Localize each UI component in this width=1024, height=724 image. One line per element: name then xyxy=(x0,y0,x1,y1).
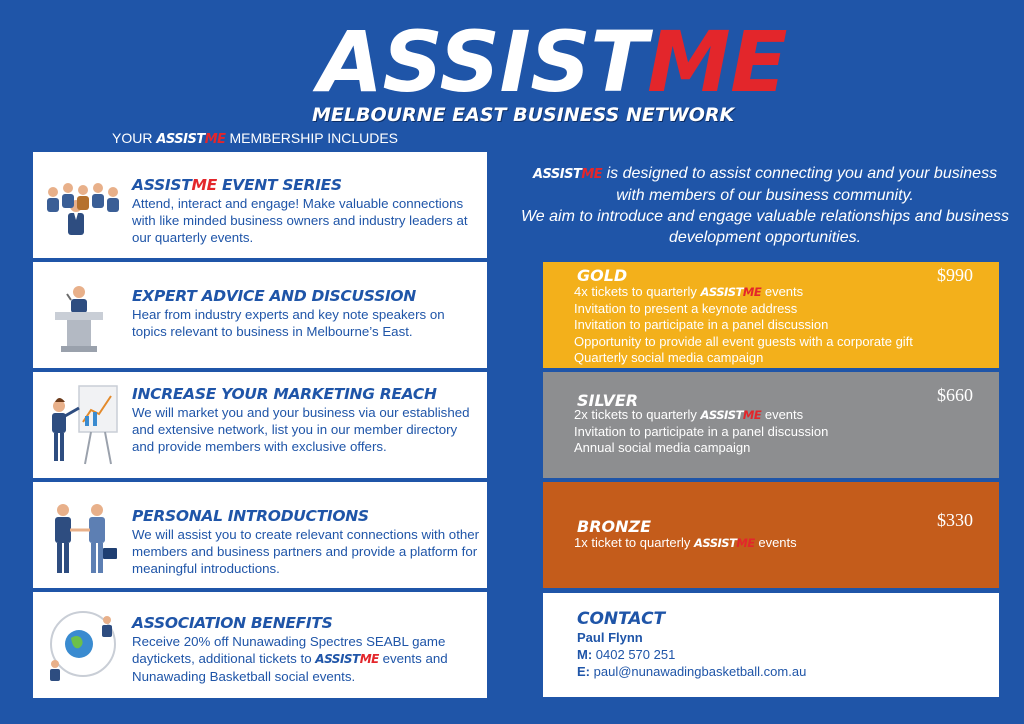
benefit-title: PERSONAL INTRODUCTIONS xyxy=(132,507,369,525)
tier-name: SILVER xyxy=(577,391,639,410)
brand-assist: ASSIST xyxy=(700,408,743,422)
tier-feature xyxy=(574,284,913,301)
title-suffix: EVENT SERIES xyxy=(216,176,342,194)
contact-name xyxy=(577,630,643,645)
tier-features xyxy=(574,535,797,552)
benefit-title xyxy=(132,176,481,194)
membership-includes-heading xyxy=(112,130,398,147)
mobile-number[interactable]: 0402 570 251 xyxy=(595,647,676,662)
intro-line2: We aim to introduce and engage valuable relationships and business development opportunities. xyxy=(520,208,1010,246)
tier-feature: Invitation to participate in a panel discussion xyxy=(574,423,829,439)
heading-brand xyxy=(156,132,225,147)
presentation-board-icon xyxy=(41,380,125,468)
tier-price: $330 xyxy=(937,510,973,530)
tier-silver xyxy=(543,372,999,478)
feature-brand xyxy=(694,536,755,550)
tier-price: $660 xyxy=(937,385,973,405)
feature-before: 1x ticket to quarterly xyxy=(574,535,694,550)
logo-tagline: MELBOURNE EAST BUSINESS NETWORK xyxy=(312,104,735,126)
desc-brand xyxy=(315,652,379,666)
intro-line1: is designed to assist connecting you and your business with members of our business community. xyxy=(602,165,998,204)
tier-name: BRONZE xyxy=(577,517,652,536)
brand-me: ME xyxy=(204,132,226,147)
feature-brand xyxy=(700,408,761,422)
benefit-body xyxy=(132,507,481,577)
feature-after: events xyxy=(761,284,804,299)
benefit-description: Attend, interact and engage! Make valuable connections with like minded business owners and industry leaders at our quarterly events. xyxy=(132,196,468,245)
tier-gold xyxy=(543,262,999,368)
contact-mobile[interactable] xyxy=(577,647,675,662)
tier-feature: Invitation to participate in a panel discussion xyxy=(574,317,829,333)
intro-text xyxy=(520,163,1010,248)
heading-after: MEMBERSHIP INCLUDES xyxy=(225,130,399,146)
brand-me: ME xyxy=(742,408,762,422)
mobile-label: M: xyxy=(577,647,593,662)
benefit-title: ASSOCIATION BENEFITS xyxy=(132,614,333,632)
feature-brand xyxy=(700,285,761,299)
feature-before: 2x tickets to quarterly xyxy=(574,407,701,422)
tier-name: GOLD xyxy=(577,266,628,285)
benefit-title: INCREASE YOUR MARKETING REACH xyxy=(132,385,437,403)
benefit-card-expert-advice xyxy=(33,262,487,368)
business-team-icon xyxy=(41,160,125,248)
brand-me: ME xyxy=(359,652,379,666)
benefit-card-association-benefits xyxy=(33,592,487,698)
brand-assist: ASSIST xyxy=(156,132,205,147)
benefit-card-event-series xyxy=(33,152,487,258)
brand-me: ME xyxy=(736,536,755,550)
logo-me: ME xyxy=(647,13,788,111)
tier-feature: Quarterly social media campaign xyxy=(574,350,764,366)
brand-me: ME xyxy=(581,167,603,182)
benefit-body xyxy=(132,614,481,685)
benefit-description: We will market you and your business via our established and extensive network, list you in our member directory and provide members with exclusive offers. xyxy=(132,405,470,454)
feature-after: events xyxy=(754,535,797,550)
tier-feature: Opportunity to provide all event guests with a corporate gift xyxy=(574,333,913,349)
tier-features xyxy=(574,407,828,457)
handshake-icon xyxy=(41,490,125,578)
tier-feature: Invitation to present a keynote address xyxy=(574,300,798,316)
intro-brand xyxy=(533,167,602,182)
tier-bronze xyxy=(543,482,999,588)
email-address[interactable]: paul@nunawadingbasketball.com.au xyxy=(593,664,807,679)
brand-assist: ASSIST xyxy=(700,285,743,299)
benefit-title: EXPERT ADVICE AND DISCUSSION xyxy=(132,287,416,305)
title-brand-me: ME xyxy=(191,176,217,194)
brand-me: ME xyxy=(742,285,762,299)
contact-name-text: Paul Flynn xyxy=(577,630,643,645)
tier-feature xyxy=(574,535,797,552)
tier-feature: Annual social media campaign xyxy=(574,440,751,456)
benefit-description: We will assist you to create relevant connections with other members and business partners and provide a platform for meaningful introductions. xyxy=(132,527,480,576)
title-brand-assist: ASSIST xyxy=(132,176,192,194)
feature-before: 4x tickets to quarterly xyxy=(574,284,701,299)
brand-assist: ASSIST xyxy=(532,167,582,182)
benefit-body xyxy=(132,385,481,455)
desc-before: Receive 20% off Nunawading Spectres SEABL game daytickets, additional tickets to xyxy=(132,634,446,666)
tier-features xyxy=(574,284,913,367)
benefit-description: Hear from industry experts and key note speakers on topics relevant to business in Melbourne’s East. xyxy=(132,307,445,339)
tier-feature xyxy=(574,407,828,424)
benefit-body xyxy=(132,176,481,246)
feature-after: events xyxy=(761,407,804,422)
speaker-podium-icon xyxy=(41,270,125,358)
benefit-description xyxy=(132,633,481,685)
email-label: E: xyxy=(577,664,590,679)
brand-assist: ASSIST xyxy=(693,536,737,550)
brand-assist: ASSIST xyxy=(315,652,360,666)
desc-after: events and Nunawading Basketball social events. xyxy=(132,651,448,684)
global-network-icon xyxy=(41,600,125,688)
tier-price: $990 xyxy=(937,265,973,285)
logo-wordmark xyxy=(318,13,788,111)
logo-assist: ASSIST xyxy=(318,13,648,111)
benefit-card-marketing-reach xyxy=(33,372,487,478)
contact-email[interactable] xyxy=(577,664,806,679)
benefit-body xyxy=(132,287,481,340)
heading-before: YOUR xyxy=(112,130,157,146)
contact-card xyxy=(543,593,999,697)
assistme-logo xyxy=(300,13,788,128)
benefit-card-personal-introductions xyxy=(33,482,487,588)
contact-title: CONTACT xyxy=(577,609,666,629)
